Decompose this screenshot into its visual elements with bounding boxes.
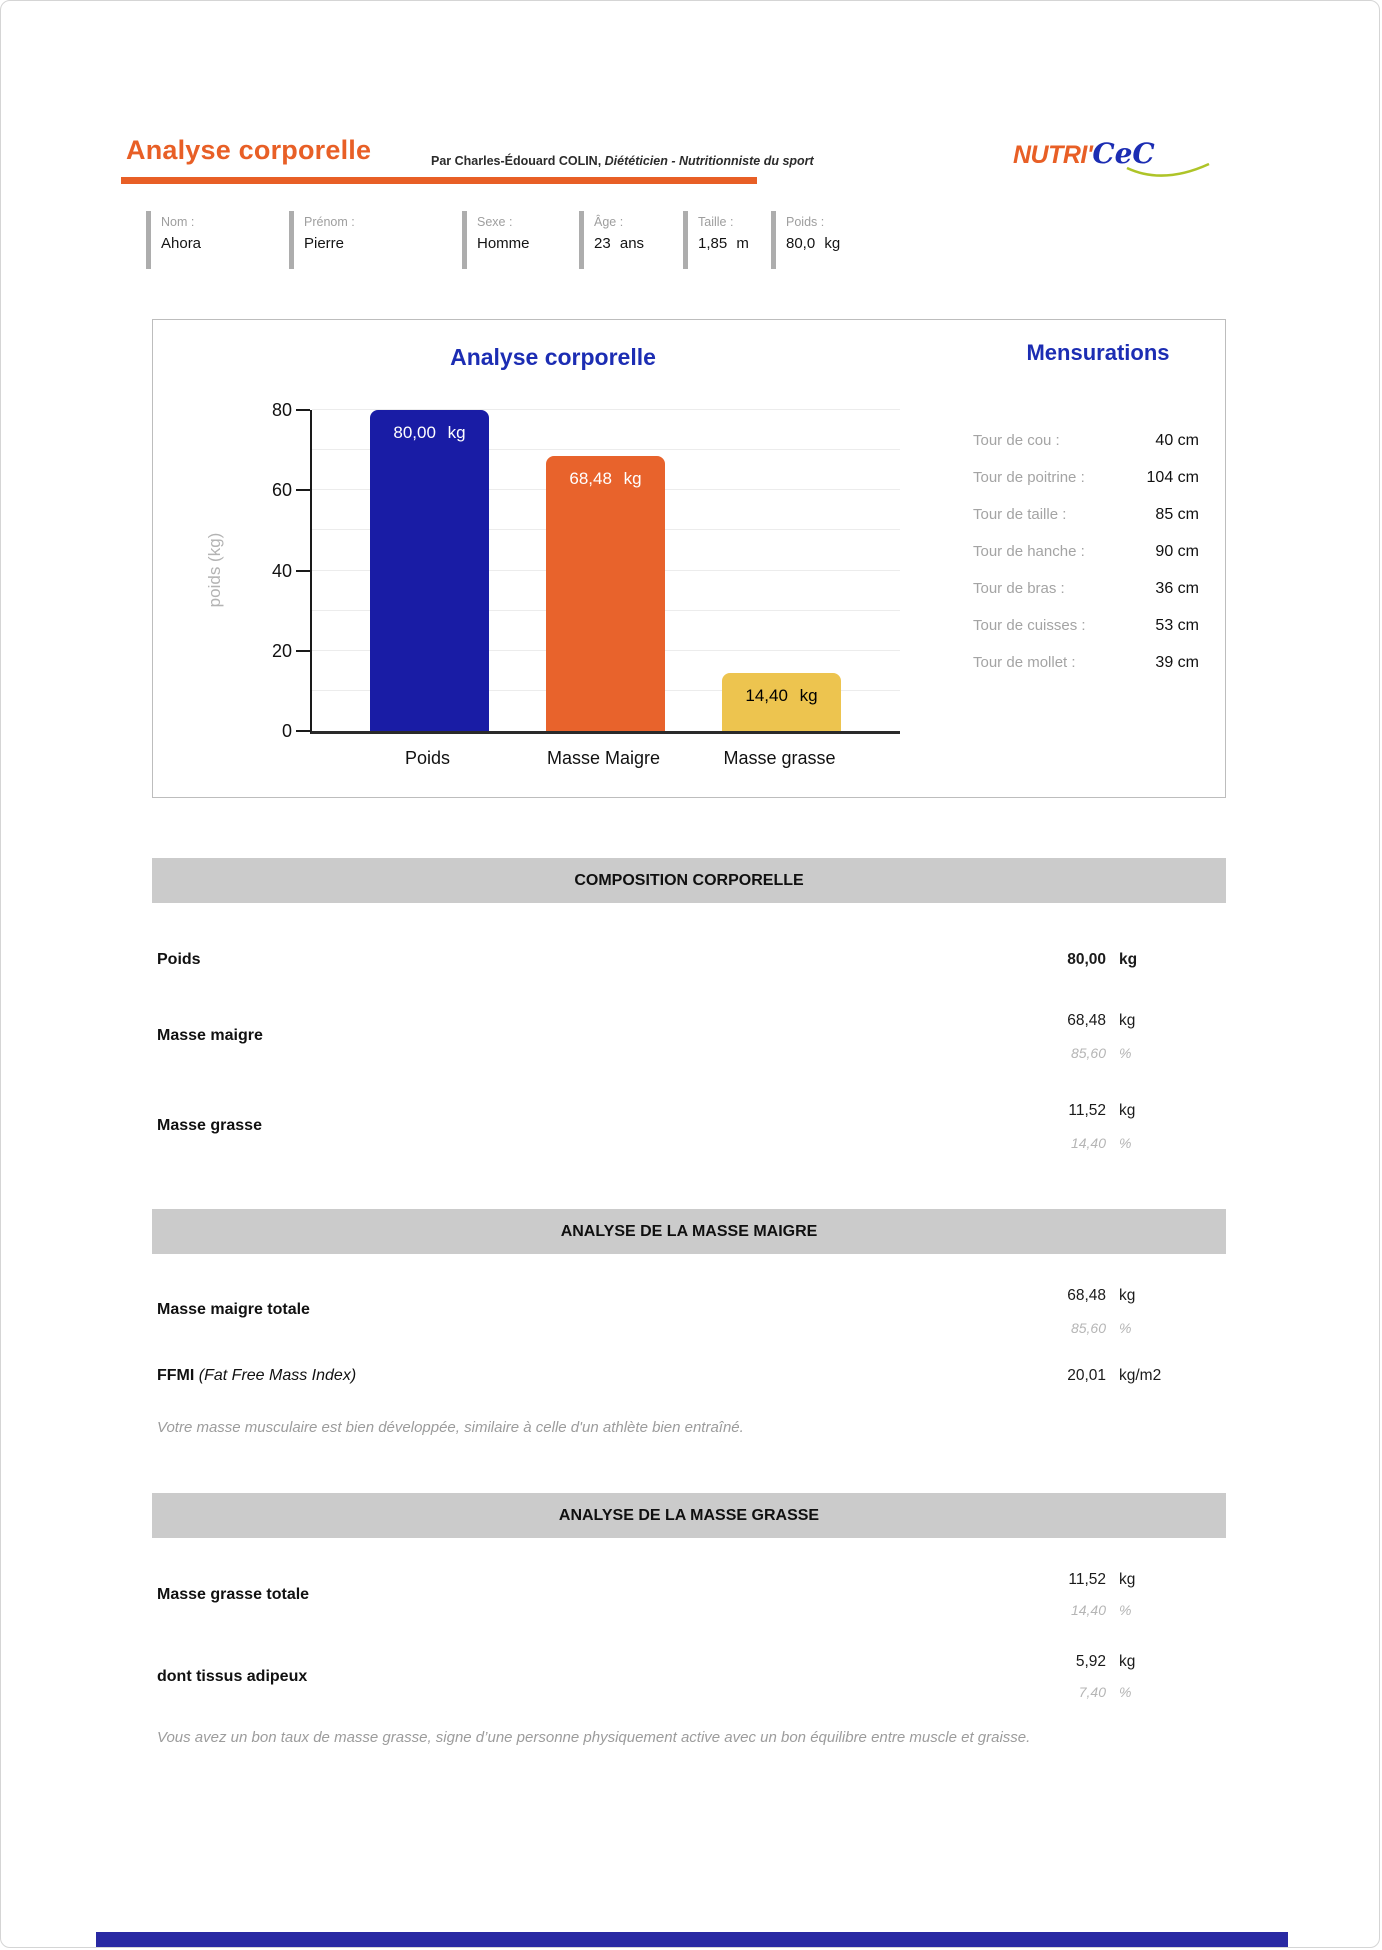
nutricec-logo	[1013, 137, 1228, 189]
value-unit: %	[1119, 1602, 1132, 1618]
row-label-maigre-totale: Masse maigre totale	[157, 1301, 310, 1318]
field-prenom-value: Pierre	[304, 235, 345, 252]
mensuration-label: Tour de poitrine :	[973, 469, 1085, 486]
value-number: 68,48	[1067, 1012, 1106, 1029]
value-unit: kg/m2	[1119, 1367, 1162, 1384]
mensuration-poitrine	[973, 469, 1199, 487]
mensuration-label: Tour de cou :	[973, 432, 1060, 449]
value-number: 14,40	[1070, 1135, 1106, 1151]
field-prenom	[289, 211, 462, 269]
field-nom	[146, 211, 289, 269]
note-masse-maigre: Votre masse musculaire est bien développée, similaire à celle d'un athlète bien entraîné.	[157, 1419, 744, 1436]
row-value-masse-maigre-kg	[1006, 1012, 1135, 1030]
y-tick-mark	[296, 409, 310, 411]
mensuration-taille	[973, 506, 1199, 524]
field-taille-value: 1,85 m	[698, 235, 749, 252]
mensuration-value: 40 cm	[1155, 432, 1199, 449]
row-value-tissus-adipeux-pct	[1006, 1684, 1131, 1700]
ffmi-acronym: FFMI	[157, 1367, 195, 1384]
page-title: Analyse corporelle	[126, 135, 372, 165]
y-tick-label: 0	[281, 721, 292, 741]
value-number: 7,40	[1078, 1684, 1106, 1700]
row-value-grasse-totale-kg	[1006, 1571, 1135, 1589]
byline	[431, 154, 814, 168]
title-underline-rule	[121, 177, 757, 184]
field-poids	[771, 211, 891, 269]
y-tick-label: 40	[271, 560, 292, 581]
note-masse-grasse: Vous avez un bon taux de masse grasse, signe d’une personne physiquement active avec un bon équilibre entre muscle et graisse.	[157, 1729, 1031, 1746]
value-unit: kg	[1119, 951, 1138, 968]
logo-text-nutri: NUTRI'	[1013, 141, 1093, 169]
y-tick-mark	[296, 730, 310, 732]
row-label-masse-grasse: Masse grasse	[157, 1117, 262, 1134]
field-poids-label: Poids :	[786, 215, 825, 229]
field-sexe	[462, 211, 579, 269]
row-value-masse-grasse-pct	[1006, 1135, 1131, 1151]
field-age-value: 23 ans	[594, 235, 645, 252]
field-taille	[683, 211, 771, 269]
bar-poids	[370, 410, 489, 731]
row-value-ffmi	[1006, 1367, 1161, 1385]
value-number: 5,92	[1075, 1653, 1106, 1670]
y-axis-label: poids (kg)	[205, 532, 224, 608]
bar-masse-maigre	[546, 456, 665, 731]
value-number: 14,40	[1070, 1602, 1106, 1618]
row-value-maigre-totale-pct	[1006, 1320, 1131, 1336]
value-unit: %	[1119, 1684, 1132, 1700]
field-age-label: Âge :	[594, 215, 624, 229]
mensuration-label: Tour de cuisses :	[973, 617, 1086, 634]
mensuration-value: 36 cm	[1155, 580, 1199, 597]
mensuration-label: Tour de taille :	[973, 506, 1067, 523]
chart-panel	[152, 319, 1226, 798]
row-value-tissus-adipeux-kg	[1006, 1653, 1135, 1671]
y-tick-label: 20	[271, 640, 292, 661]
field-age	[579, 211, 683, 269]
footer-bar	[96, 1932, 1288, 1948]
bar-chart-plot	[271, 400, 900, 741]
mensuration-label: Tour de mollet :	[973, 654, 1076, 671]
x-category-label: Masse Maigre	[546, 748, 661, 768]
mensuration-value: 53 cm	[1155, 617, 1199, 634]
section-heading-masse-grasse: ANALYSE DE LA MASSE GRASSE	[152, 1493, 1226, 1538]
field-sexe-label: Sexe :	[477, 215, 513, 229]
mensuration-value: 39 cm	[1155, 654, 1199, 671]
row-label-grasse-totale: Masse grasse totale	[157, 1586, 310, 1603]
value-unit: kg	[1119, 1287, 1136, 1304]
row-label-masse-maigre: Masse maigre	[157, 1027, 263, 1044]
y-tick-label: 60	[271, 480, 292, 501]
value-number: 85,60	[1070, 1045, 1106, 1061]
x-category-label: Masse grasse	[723, 748, 836, 768]
field-poids-value: 80,0 kg	[786, 235, 841, 252]
chart-title: Analyse corporelle	[450, 344, 656, 370]
mensuration-value: 104 cm	[1146, 469, 1199, 486]
field-sexe-value: Homme	[477, 235, 530, 252]
mensuration-bras	[973, 580, 1199, 598]
x-axis-labels	[310, 748, 900, 774]
value-number: 20,01	[1067, 1367, 1106, 1384]
value-number: 85,60	[1070, 1320, 1106, 1336]
field-taille-label: Taille :	[698, 215, 734, 229]
byline-author: Par Charles-Édouard COLIN,	[431, 154, 605, 168]
row-label-tissus-adipeux: dont tissus adipeux	[157, 1668, 308, 1685]
section-heading-composition: COMPOSITION CORPORELLE	[152, 858, 1226, 903]
row-label-ffmi	[157, 1367, 356, 1385]
ffmi-expansion: (Fat Free Mass Index)	[194, 1367, 357, 1384]
bar-value-label: 80,00 kg	[393, 423, 466, 442]
byline-role: Diététicien - Nutritionniste du sport	[604, 154, 814, 168]
mensuration-mollet	[973, 654, 1199, 672]
row-label-poids: Poids	[157, 951, 201, 968]
mensuration-label: Tour de hanche :	[973, 543, 1085, 560]
value-unit: %	[1119, 1045, 1132, 1061]
logo-swoosh-icon	[1125, 161, 1211, 183]
field-nom-label: Nom :	[161, 215, 195, 229]
y-tick-label: 80	[271, 400, 292, 420]
y-tick-mark	[296, 650, 310, 652]
field-nom-value: Ahora	[161, 235, 202, 252]
value-unit: kg	[1119, 1102, 1136, 1119]
logo-text-cec: CeC	[1092, 137, 1155, 170]
mensuration-hanche	[973, 543, 1199, 561]
row-value-poids	[1006, 951, 1137, 969]
field-prenom-label: Prénom :	[304, 215, 355, 229]
y-tick-mark	[296, 489, 310, 491]
value-number: 80,00	[1067, 951, 1106, 968]
mensurations-title: Mensurations	[1026, 340, 1170, 365]
bar-value-label: 68,48 kg	[569, 469, 642, 489]
mensuration-label: Tour de bras :	[973, 580, 1065, 597]
x-category-label: Poids	[404, 748, 451, 768]
value-unit: %	[1119, 1320, 1132, 1336]
value-unit: kg	[1119, 1653, 1136, 1670]
row-value-grasse-totale-pct	[1006, 1602, 1131, 1618]
row-value-masse-maigre-pct	[1006, 1045, 1131, 1061]
bar-masse-grasse	[722, 673, 841, 731]
row-value-masse-grasse-kg	[1006, 1102, 1135, 1120]
mensuration-cou	[973, 432, 1199, 450]
value-unit: kg	[1119, 1571, 1136, 1588]
section-heading-masse-maigre: ANALYSE DE LA MASSE MAIGRE	[152, 1209, 1226, 1254]
y-tick-mark	[296, 570, 310, 572]
bar-value-label: 14,40 kg	[745, 686, 818, 706]
mensuration-value: 90 cm	[1155, 543, 1199, 560]
value-number: 11,52	[1068, 1571, 1106, 1588]
value-unit: %	[1119, 1135, 1132, 1151]
mensuration-cuisses	[973, 617, 1199, 635]
value-unit: kg	[1119, 1012, 1136, 1029]
value-number: 11,52	[1068, 1102, 1106, 1119]
mensuration-value: 85 cm	[1155, 506, 1199, 523]
row-value-maigre-totale-kg	[1006, 1287, 1135, 1305]
value-number: 68,48	[1067, 1287, 1106, 1304]
